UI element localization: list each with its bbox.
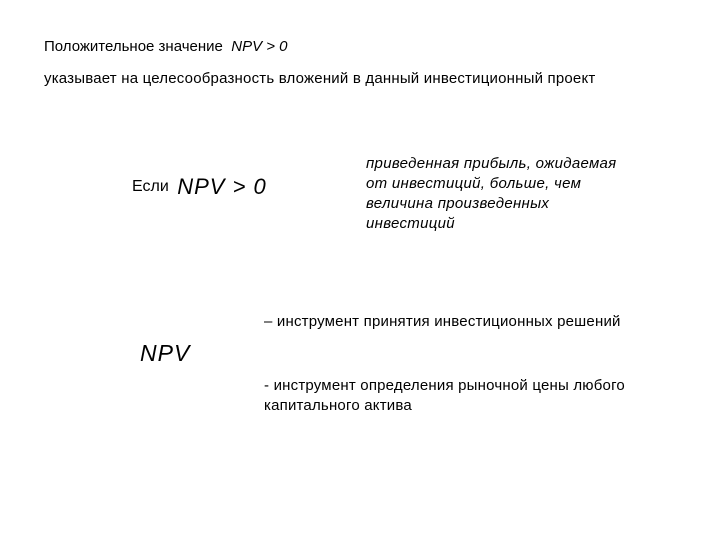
headline-block — [44, 38, 644, 89]
npv-item-valuation-tool: - инструмент определения рыночной цены любого капитального актива — [264, 377, 625, 414]
condition-formula: NPV > 0 — [177, 174, 267, 199]
condition-label — [132, 174, 267, 200]
headline-statement: указывает на целесообразность вложений в данный инвестиционный проект — [44, 70, 596, 87]
headline-prefix: Положительное значение — [44, 38, 223, 55]
condition-description: приведенная прибыль, ожидаемая от инвестиций, больше, чем величина произведенных инвестиций — [366, 155, 617, 232]
condition-if-word: Если — [132, 178, 169, 195]
headline-title — [44, 38, 644, 56]
npv-item-decision-tool: – инструмент принятия инвестиционных решений — [264, 313, 621, 330]
npv-label: NPV — [140, 340, 191, 366]
headline-formula: NPV > 0 — [231, 38, 288, 55]
